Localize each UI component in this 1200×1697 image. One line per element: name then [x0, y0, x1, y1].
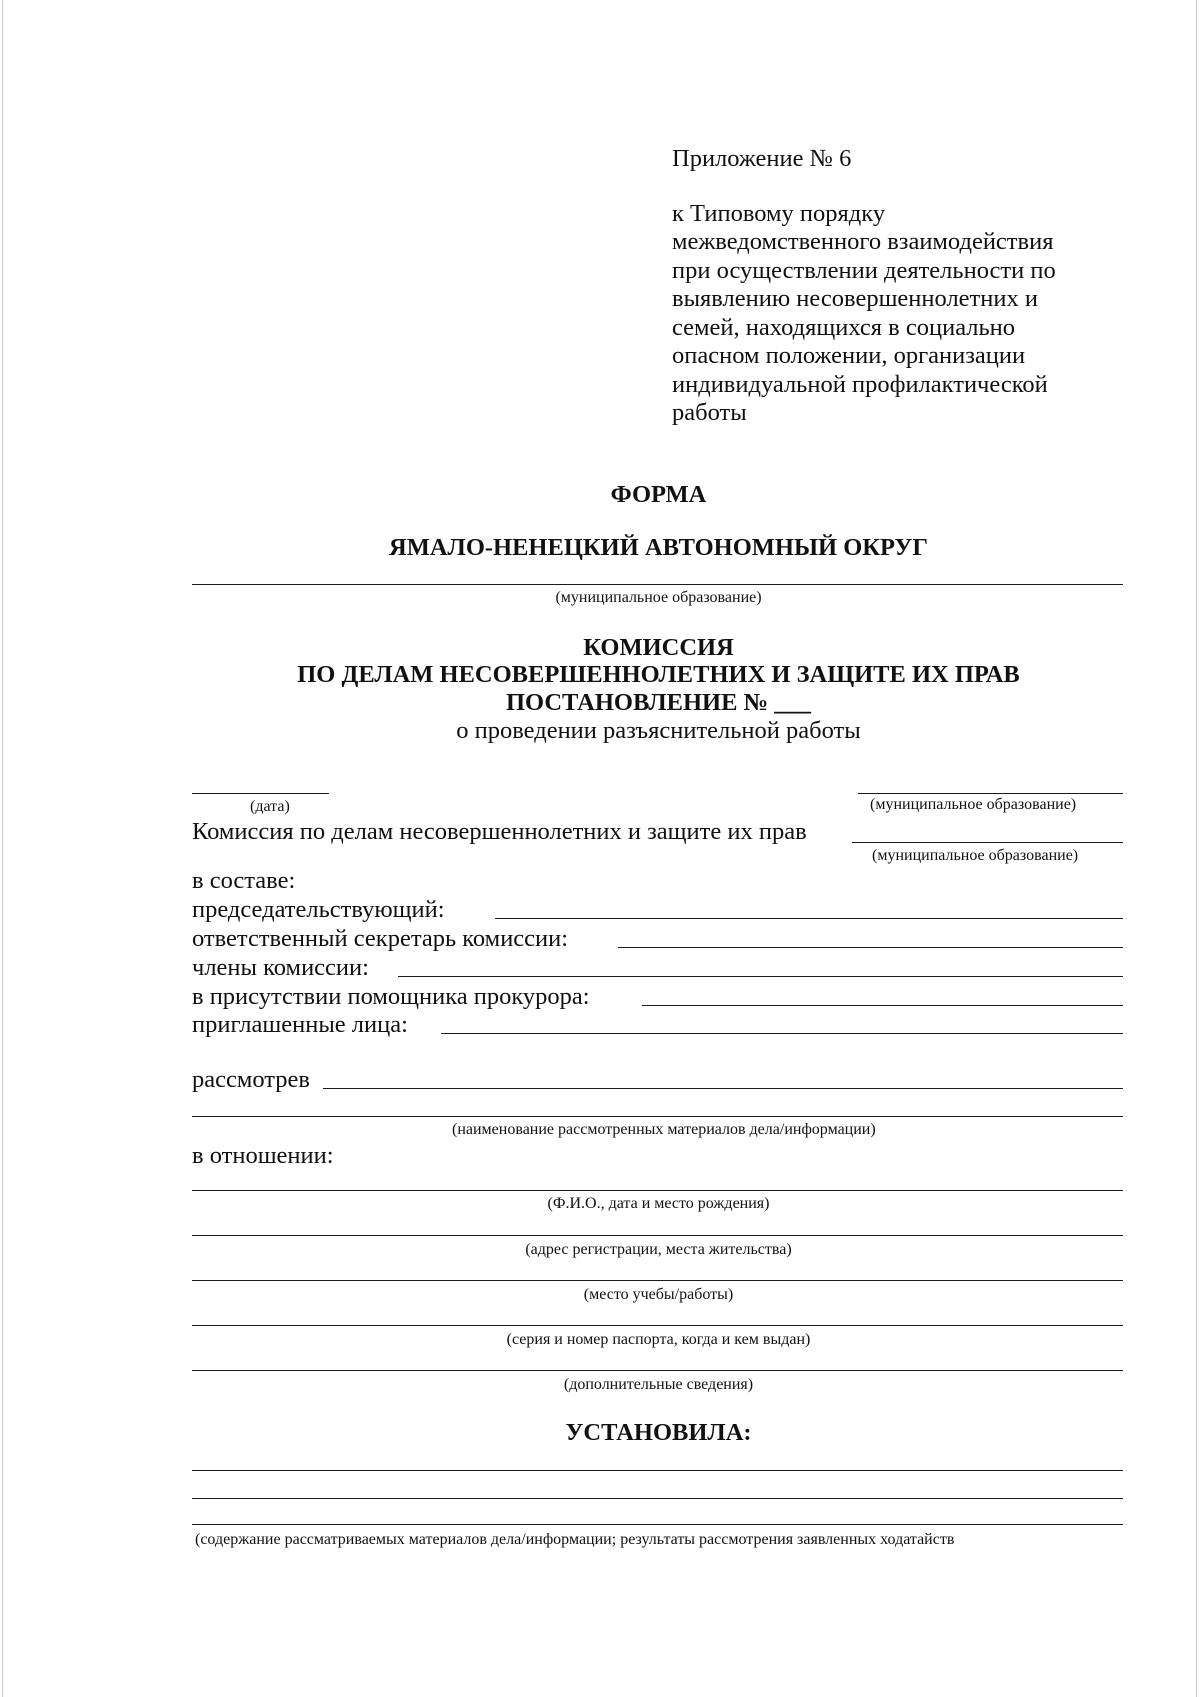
established-heading: УСТАНОВИЛА: — [565, 1419, 752, 1446]
prosecutor-field[interactable] — [642, 1005, 1123, 1006]
considered-field[interactable] — [323, 1088, 1123, 1089]
date-field[interactable] — [192, 793, 329, 794]
municipality-caption-right: (муниципальное образование) — [870, 796, 1077, 813]
prosecutor-label: в присутствии помощника прокурора: — [192, 983, 590, 1010]
regarding-label: в отношении: — [192, 1142, 334, 1169]
considered-caption: (наименование рассмотренных материалов дела/информации) — [452, 1121, 876, 1138]
appendix-number: Приложение № 6 — [672, 145, 852, 172]
commission-municipality-caption: (муниципальное образование) — [872, 847, 1079, 864]
appendix-line: работы — [672, 399, 747, 426]
appendix-line: к Типовому порядку — [672, 199, 886, 227]
commission-title: КОМИССИЯ — [583, 634, 734, 661]
appendix-spacer — [672, 174, 1112, 200]
region-title: ЯМАЛО-НЕНЕЦКИЙ АВТОНОМНЫЙ ОКРУГ — [389, 534, 928, 561]
study-work-caption: (место учебы/работы) — [583, 1286, 734, 1303]
appendix-line: при осуществлении деятельности по — [672, 256, 1056, 284]
commission-subtitle: ПО ДЕЛАМ НЕСОВЕРШЕННОЛЕТНИХ И ЗАЩИТЕ ИХ ПРАВ — [297, 661, 1020, 688]
fio-caption: (Ф.И.О., дата и место рождения) — [547, 1195, 770, 1212]
additional-info-field[interactable] — [192, 1370, 1123, 1371]
appendix-line: выявлению несовершеннолетних и — [672, 285, 1038, 312]
passport-field[interactable] — [192, 1325, 1123, 1326]
resolution-subject: о проведении разъяснительной работы — [456, 717, 861, 744]
secretary-field[interactable] — [618, 947, 1123, 948]
page-edge-left — [2, 0, 3, 1697]
region-underline — [192, 584, 1123, 585]
appendix-block — [672, 145, 1112, 428]
passport-caption: (серия и номер паспорта, когда и кем выдан) — [506, 1331, 811, 1348]
established-field-3[interactable] — [192, 1524, 1123, 1525]
commission-municipality-field[interactable] — [852, 842, 1123, 843]
appendix-line: опасном положении, организации — [672, 342, 1026, 369]
considered-label: рассмотрев — [192, 1066, 311, 1093]
date-caption: (дата) — [250, 798, 290, 815]
composition-heading: в составе: — [192, 867, 296, 894]
appendix-line: межведомственного взаимодействия — [672, 228, 1054, 255]
considered-field-2[interactable] — [192, 1116, 1123, 1117]
established-caption: (содержание рассматриваемых материалов дела/информации; результаты рассмотрения заявленных ходатайств — [195, 1531, 955, 1548]
appendix-line: семей, находящихся в социально — [672, 313, 1016, 341]
study-work-field[interactable] — [192, 1280, 1123, 1281]
established-field-1[interactable] — [192, 1470, 1123, 1471]
municipality-caption: (муниципальное образование) — [555, 589, 762, 606]
resolution-title: ПОСТАНОВЛЕНИЕ № ___ — [505, 689, 812, 716]
established-field-2[interactable] — [192, 1498, 1123, 1499]
commission-line-text: Комиссия по делам несовершеннолетних и защите их прав — [192, 818, 807, 845]
form-label: ФОРМА — [610, 481, 707, 508]
fio-field[interactable] — [192, 1190, 1123, 1191]
members-field[interactable] — [398, 976, 1123, 977]
appendix-line: индивидуальной профилактической — [672, 370, 1048, 398]
additional-info-caption: (дополнительные сведения) — [563, 1376, 754, 1393]
members-label: члены комиссии: — [192, 954, 369, 981]
secretary-label: ответственный секретарь комиссии: — [192, 925, 569, 952]
invited-field[interactable] — [441, 1033, 1123, 1034]
page-edge-right — [1196, 0, 1197, 1697]
chair-field[interactable] — [495, 918, 1123, 919]
invited-label: приглашенные лица: — [192, 1011, 408, 1038]
chair-label: председательствующий: — [192, 896, 445, 923]
address-caption: (адрес регистрации, места жительства) — [525, 1241, 792, 1258]
address-field[interactable] — [192, 1235, 1123, 1236]
